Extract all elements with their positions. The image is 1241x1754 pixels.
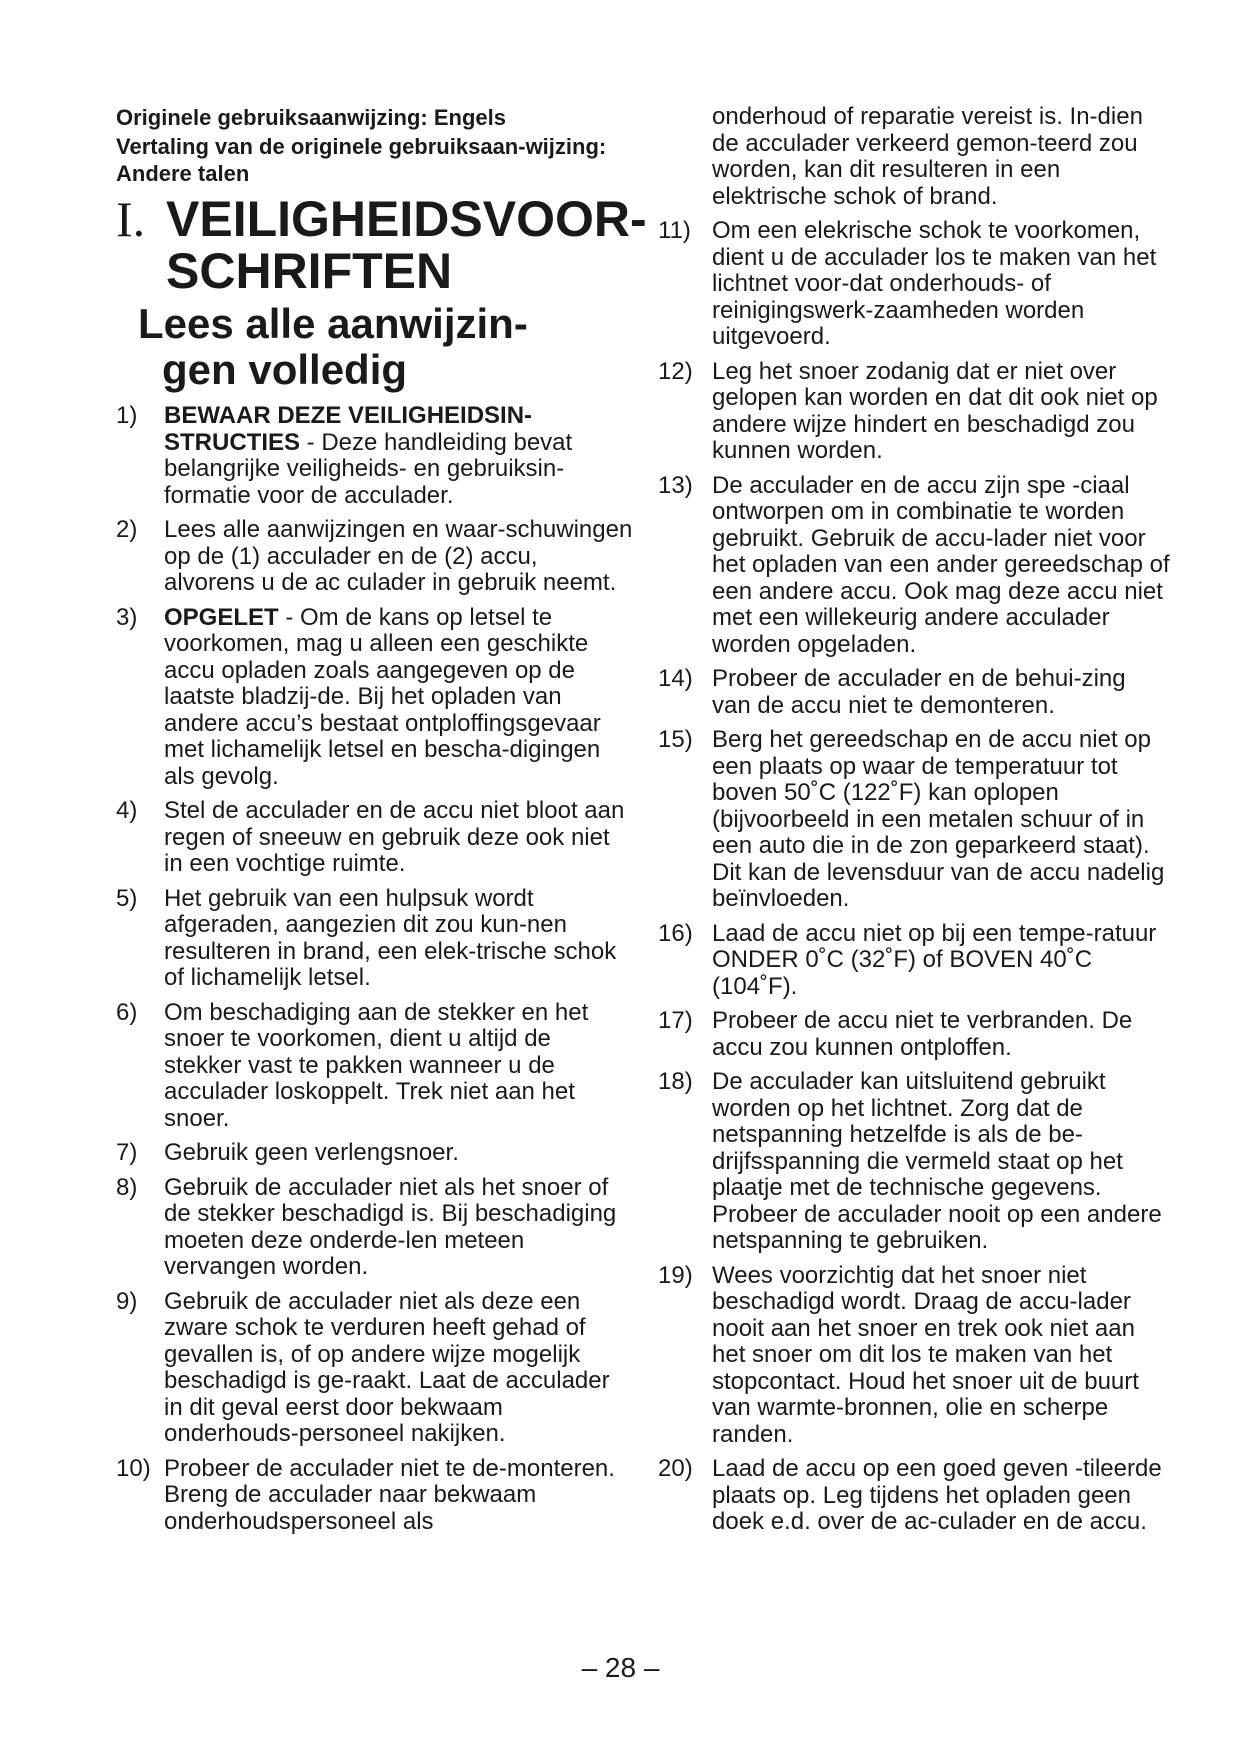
translation-note: Vertaling van de originele gebruiksaan-wijzing: Andere talen (116, 134, 607, 186)
item-number: 9) (116, 1287, 138, 1315)
list-item (116, 1175, 634, 1281)
item-text: Berg het gereedschap en de accu niet op een plaats op waar de temperatuur tot boven 50˚C (122˚F) kan oplopen (bijvoorbeeld in een metalen schuur of in een auto die in de zon geparkeerd staat). Dit kan de levensduur van de accu nadelig beïnvloeden. (712, 726, 1165, 912)
item-number: 8) (116, 1173, 138, 1201)
item-text: Leg het snoer zodanig dat er niet over gelopen kan worden en dat dit ook niet op andere wijze hindert en beschadigd zou kunnen worden. (712, 357, 1158, 464)
item-text: Gebruik de acculader niet als het snoer of de stekker beschadigd is. Bij beschadiging moeten deze onderde-len meteen vervangen worden. (164, 1173, 617, 1280)
item-number: 7) (116, 1139, 138, 1166)
item-text: Probeer de acculader niet te de-monteren. Breng de acculader naar bekwaam onderhoudspersoneel als (164, 1454, 615, 1535)
item-number: 3) (116, 603, 138, 631)
item-number: 20) (658, 1455, 693, 1482)
section-roman-numeral: I. (116, 191, 146, 247)
list-item (116, 1000, 634, 1133)
right-column (658, 104, 1170, 1544)
item-text: Het gebruik van een hulpsuk wordt afgeraden, aangezien dit zou kun-nen resulteren in brand, een elek-trische schok of lichamelijk letsel. (164, 884, 617, 991)
list-item (116, 605, 634, 791)
list-item (116, 886, 634, 992)
item-number: 12) (658, 357, 693, 385)
list-item (658, 1263, 1170, 1449)
list-item (116, 798, 634, 878)
list-item (658, 1456, 1170, 1536)
section-subtitle (138, 301, 634, 393)
list-item (116, 403, 634, 509)
section-title-text: VEILIGHEIDSVOOR-SCHRIFTEN (166, 191, 647, 299)
item-text: Probeer de acculader en de behui-zing van de accu niet te demonteren. (712, 665, 1126, 719)
item-text: De acculader en de accu zijn spe -ciaal ontworpen om in combinatie te worden gebruikt. Gebruik de accu-lader niet voor het opladen van een ander gereedschap of een andere accu. Ook mag deze accu niet met een willekeurig andere acculader worden opgeladen. (712, 471, 1170, 658)
item-text: Stel de acculader en de accu niet bloot aan regen of sneeuw en gebruik deze ook niet in een vochtige ruimte. (164, 797, 625, 877)
item-number: 16) (658, 919, 693, 947)
list-item (658, 473, 1170, 659)
list-item (658, 218, 1170, 351)
item-number: 19) (658, 1261, 693, 1289)
item-number: 4) (116, 797, 138, 824)
item-number: 6) (116, 998, 138, 1026)
list-item (658, 666, 1170, 719)
item-number: 10) (116, 1454, 151, 1482)
list-item (658, 359, 1170, 465)
item-number: 1) (116, 402, 138, 429)
page-number: – 28 – (581, 1652, 660, 1683)
original-language-note: Originele gebruiksaanwijzing: Engels (116, 105, 506, 130)
safety-list-right (658, 104, 1170, 1536)
item-number: 5) (116, 884, 138, 912)
item-text: - Om de kans op letsel te voorkomen, mag u alleen een geschikte accu opladen zoals aangegeven op de laatste bladzij-de. Bij het opladen van andere accu’s bestaat ontploffingsgevaar met lichamelijk letsel en bescha-digingen als gevolg. (164, 603, 601, 790)
list-item (658, 1069, 1170, 1255)
item-label: BEWAAR DEZE VEILIGHEIDSIN-STRUCTIES (164, 402, 533, 456)
section-title (116, 191, 647, 299)
item-number: 13) (658, 471, 693, 499)
item-text: Om een elekrische schok te voorkomen, dient u de acculader los te maken van het lichtnet voor-dat onderhouds- of reinigingswerk-zaamheden worden uitgevoerd. (712, 217, 1157, 350)
list-item (116, 1289, 634, 1448)
list-item (116, 1456, 634, 1536)
item-text: - Deze handleiding bevat belangrijke veiligheids- en gebruiksin-formatie voor de acculader. (164, 428, 573, 509)
item-text: Om beschadiging aan de stekker en het snoer te voorkomen, dient u altijd de stekker vast te pakken wanneer u de acculader loskoppelt. Trek niet aan het snoer. (164, 998, 589, 1132)
item-text: Probeer de accu niet te verbranden. De accu zou kunnen ontploffen. (712, 1007, 1133, 1061)
item-text: Lees alle aanwijzingen en waar-schuwingen op de (1) acculader en de (2) accu, alvorens u de ac culader in gebruik neemt. (164, 516, 633, 596)
item-text: Laad de accu niet op bij een tempe-ratuur ONDER 0˚C (32˚F) of BOVEN 40˚C (104˚F). (712, 919, 1157, 1000)
item-number: 11) (658, 217, 691, 244)
list-item-continuation (658, 104, 1170, 210)
item-text: Wees voorzichtig dat het snoer niet beschadigd wordt. Draag de accu-lader nooit aan het snoer en trek ook niet aan het snoer om dit los te maken van het stopcontact. Houd het snoer uit de buurt van warmte-bronnen, olie en scherpe randen. (712, 1261, 1139, 1448)
list-item (658, 1008, 1170, 1061)
list-item (116, 1140, 634, 1167)
item-number: 18) (658, 1068, 693, 1095)
left-column (116, 104, 647, 1543)
item-number: 17) (658, 1007, 693, 1034)
item-number: 2) (116, 516, 138, 543)
item-number: 15) (658, 726, 693, 753)
list-item (658, 727, 1170, 913)
item-label: OPGELET (164, 603, 279, 631)
list-item (658, 921, 1170, 1001)
item-text: Laad de accu op een goed geven -tileerde plaats op. Leg tijdens het opladen geen doek e.d. over de ac-culader en de accu. (712, 1455, 1162, 1535)
subtitle-line-1: Lees alle aanwijzin- (138, 300, 528, 347)
item-text: De acculader kan uitsluitend gebruikt worden op het lichtnet. Zorg dat de netspanning hetzelfde is als de be-drijfsspanning die vermeld staat op het plaatje met de technische gegevens. Probeer de acculader nooit op een andere netspanning te gebruiken. (712, 1068, 1162, 1254)
subtitle-line-2: gen volledig (162, 346, 408, 393)
item-text: Gebruik geen verlengsnoer. (164, 1139, 459, 1166)
item-text: Gebruik de acculader niet als deze een zware schok te verduren heeft gehad of gevallen is, of op andere wijze mogelijk beschadigd is ge-raakt. Laat de acculader in dit geval eerst door bekwaam onderhouds-personeel nakijken. (164, 1287, 610, 1447)
safety-list-left (116, 403, 634, 1535)
item-number: 14) (658, 665, 693, 692)
item-text: onderhoud of reparatie vereist is. In-dien de acculader verkeerd gemon-teerd zou worden, kan dit resulteren in een elektrische schok of brand. (712, 103, 1143, 210)
list-item (116, 517, 634, 597)
